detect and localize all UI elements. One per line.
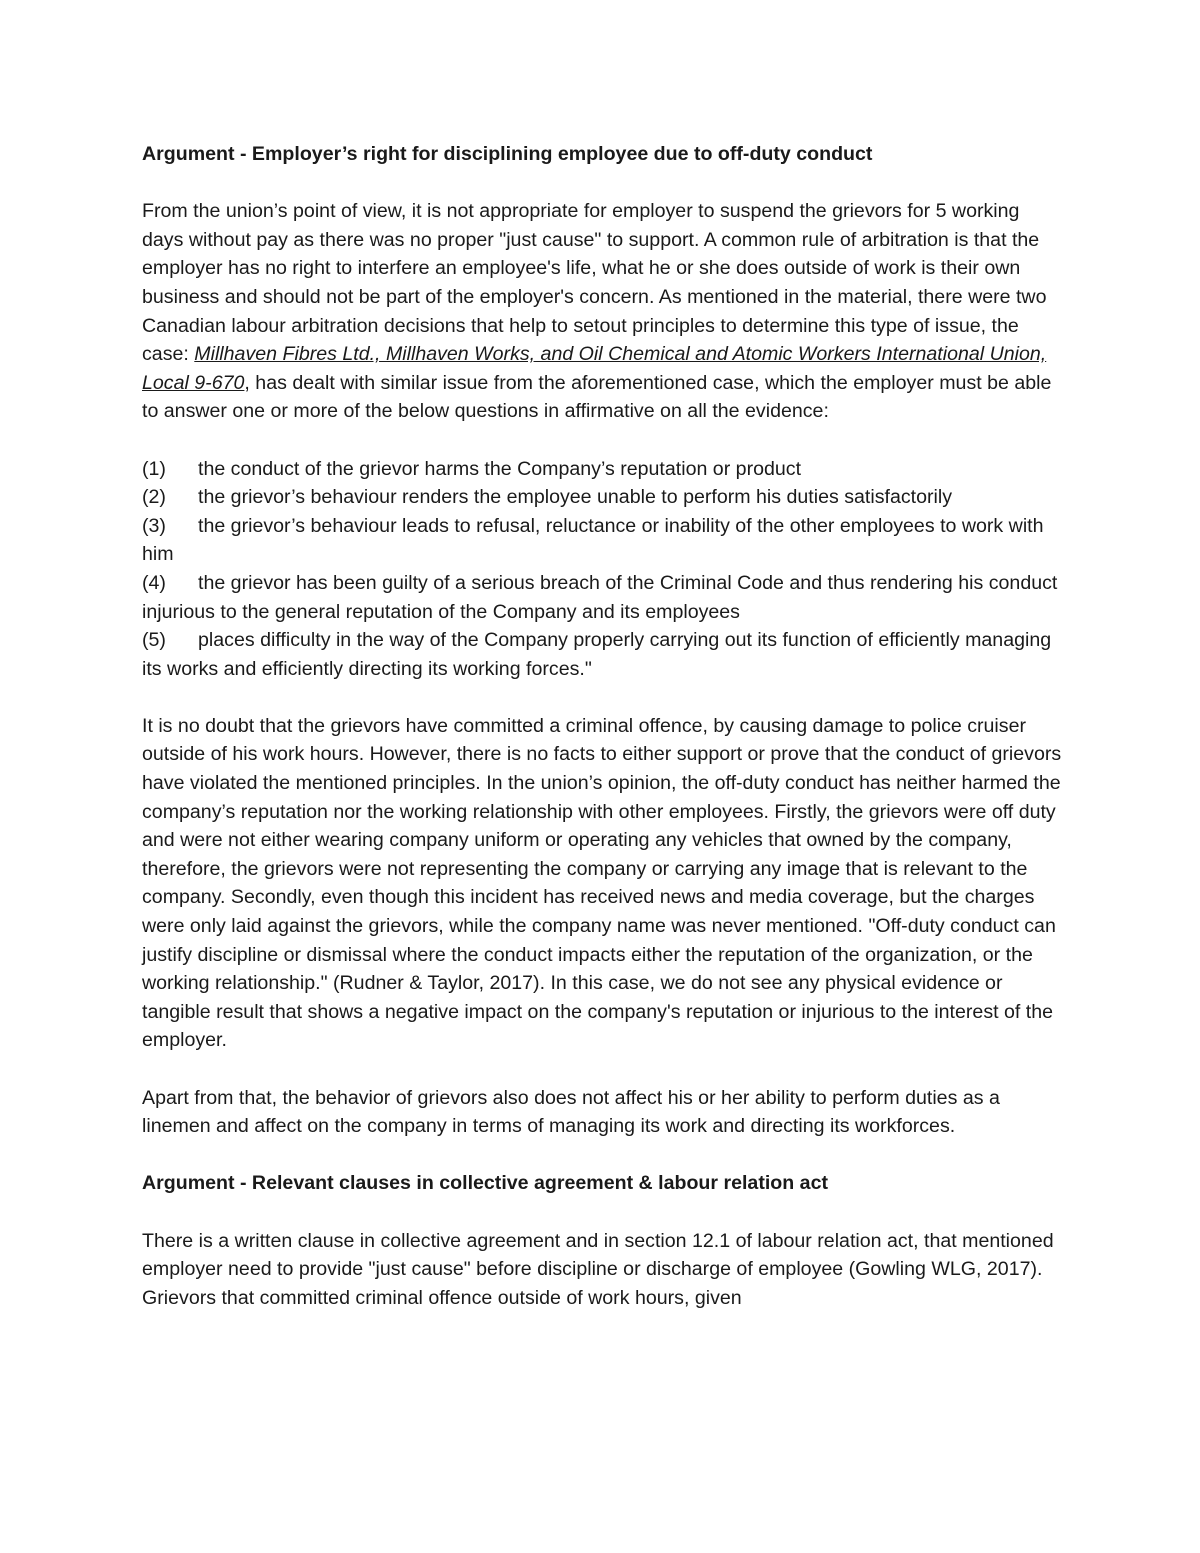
principles-list bbox=[142, 455, 1062, 684]
list-item-number: (4) bbox=[142, 571, 166, 594]
case-citation: Millhaven Fibres Ltd., Millhaven Works, and Oil Chemical and Atomic Workers International Union, Local 9-670 bbox=[142, 343, 1047, 394]
list-item-text: the grievor has been guilty of a serious breach of the Criminal Code and thus rendering his conduct injurious to the general reputation of the Company and its employees bbox=[142, 571, 1058, 623]
list-item bbox=[142, 512, 1062, 569]
paragraph-union-view-tail: , has dealt with similar issue from the aforementioned case, which the employer must be able to answer one or more of the below questions in affirmative on all the evidence: bbox=[142, 371, 1052, 423]
list-item-number: (5) bbox=[142, 629, 166, 652]
paragraph-union-view bbox=[142, 197, 1062, 426]
paragraph-ability-to-perform: Apart from that, the behavior of grievors also does not affect his or her ability to perform duties as a linemen and affect on the company in terms of managing its work and directing its workforces. bbox=[142, 1086, 1000, 1138]
list-item bbox=[142, 626, 1062, 683]
paragraph-criminal-offence: It is no doubt that the grievors have committed a criminal offence, by causing damage to police cruiser outside of his work hours. However, there is no facts to either support or prove that the conduct of grievors have violated the mentioned principles. In the union’s opinion, the off-duty conduct has neither harmed the company’s reputation nor the working relationship with other employees. Firstly, the grievors were off duty and were not either wearing company uniform or operating any vehicles that owned by the company, therefore, the grievors were not representing the company or carrying any image that is relevant to the company. Secondly, even though this incident has received news and media coverage, but the charges were only laid against the grievors, while the company name was never mentioned. "Off-duty conduct can justify discipline or dismissal where the conduct impacts either the reputation of the organization, or the working relationship." (Rudner & Taylor, 2017). In this case, we do not see any physical evidence or tangible result that shows a negative impact on the company's reputation or injurious to the interest of the employer. bbox=[142, 714, 1062, 1052]
section-heading-off-duty: Argument - Employer’s right for disciplining employee due to off-duty conduct bbox=[142, 143, 873, 165]
paragraph-union-view-text: From the union’s point of view, it is not appropriate for employer to suspend the grievors for 5 working days without pay as there was no proper "just cause" to support. A common rule of arbitration is that the employer has no right to interfere an employee's life, what he or she does outside of work is their own business and should not be part of the employer's concern. As mentioned in the material, there were two Canadian labour arbitration decisions that help to setout principles to determine this type of issue, the case: bbox=[142, 200, 1047, 366]
paragraph-written-clause: There is a written clause in collective agreement and in section 12.1 of labour relation act, that mentioned employer need to provide "just cause" before discipline or discharge of employee (Gowling WLG, 2017). Grievors that committed criminal offence outside of work hours, given bbox=[142, 1229, 1054, 1309]
list-item bbox=[142, 483, 1062, 512]
list-item-number: (1) bbox=[142, 457, 166, 480]
section-heading-clauses: Argument - Relevant clauses in collective agreement & labour relation act bbox=[142, 1172, 828, 1195]
list-item-text: the grievor’s behaviour renders the employee unable to perform his duties satisfactorily bbox=[198, 486, 953, 509]
list-item bbox=[142, 569, 1062, 626]
list-item-text: the grievor’s behaviour leads to refusal, reluctance or inability of the other employees to work with him bbox=[142, 514, 1044, 566]
list-item-number: (2) bbox=[142, 486, 166, 509]
list-item-text: the conduct of the grievor harms the Company’s reputation or product bbox=[198, 457, 802, 480]
list-item bbox=[142, 455, 1062, 484]
list-item-number: (3) bbox=[142, 514, 166, 537]
list-item-text: places difficulty in the way of the Company properly carrying out its function of efficiently managing its works and efficiently directing its working forces." bbox=[142, 629, 1052, 680]
document-page bbox=[142, 140, 1062, 1341]
